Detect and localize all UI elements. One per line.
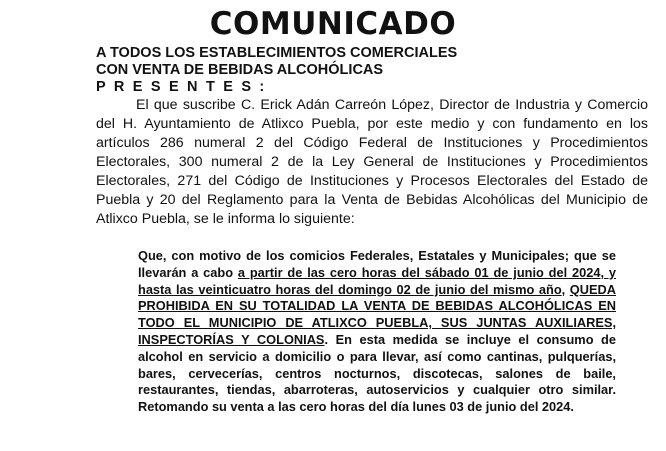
notice-text-1: Que, con motivo de los comicios Federales, Estatales y Municipales; que se llevarán a cabo [138,248,616,280]
intro-paragraph: El que suscribe C. Erick Adán Carreón López, Director de Industria y Comercio del H. Ayuntamiento de Atlixco Puebla, por este medio y con fundamento en los artículos 286 numeral 2 del Código Federal de Instituciones y Procedimientos Electorales, 300 numeral 2 de la Ley General de Instituciones y Procedimientos Electorales, 271 del Código de Instituciones y Procesos Electorales del Estado de Puebla y 20 del Reglamento para la Venta de Bebidas Alcohólicas del Municipio de Atlixco Puebla, se le informa lo siguiente: [96,97,648,227]
document-title: COMUNICADO [209,6,457,42]
notice-prohibition-underlined: QUEDA PROHIBIDA EN SU TOTALIDAD LA VENTA DE BEBIDAS ALCOHÓLICAS EN TODO EL MUNICIPIO DE ATLIXCO PUEBLA, SUS JUNTAS AUXILIARES, INSPECTORÍAS Y COLONIAS [138,281,616,347]
addressee-line-1: A TODOS LOS ESTABLECIMIENTOS COMERCIALES [96,45,458,61]
presentes-line: P R E S E N T E S : [96,79,267,95]
notice-paragraph [138,248,616,416]
notice-dates-underlined: a partir de las cero horas del sábado 01 de junio del 2024, y hasta las veinticuatro horas del domingo 02 de junio del mismo año [138,264,616,297]
notice-text-2: , [561,281,570,297]
notice-text-3: . En esta medida se incluye el consumo de alcohol en servicio a domicilio o para llevar, así como cantinas, pulquerías, bares, cervecerías, centros nocturnos, discotecas, salones de baile, restaurantes, tiendas, abarroteras, autoservicios y cualquier otro similar. Retomando su venta a las cero horas del día lunes 03 de junio del 2024. [138,331,616,415]
addressee-line-2: CON VENTA DE BEBIDAS ALCOHÓLICAS [96,62,384,78]
